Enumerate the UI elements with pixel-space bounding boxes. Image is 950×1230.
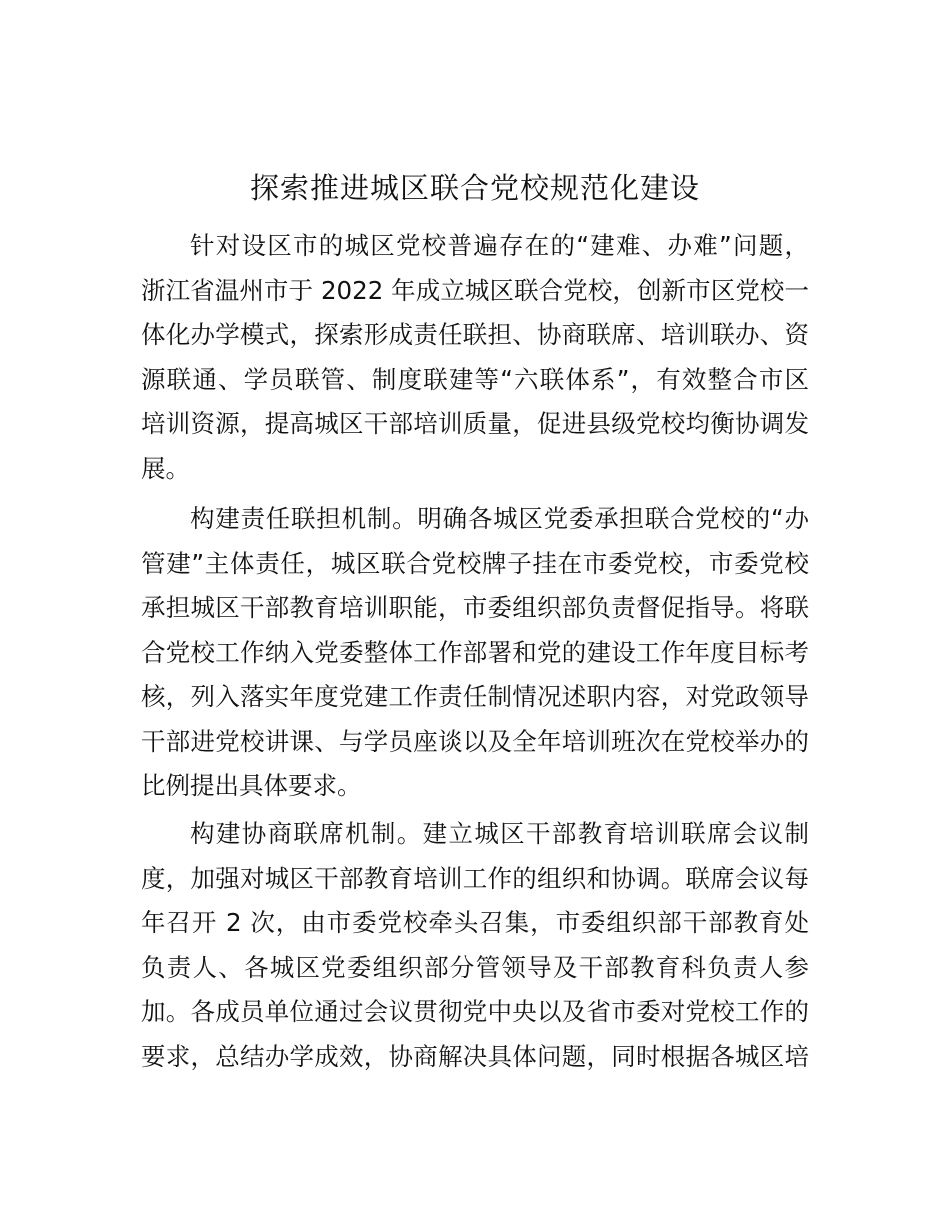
text-line: 源联通、学员联管、制度联建等“六联体系”，有效整合市区 [141, 364, 809, 394]
text-line: 比例提出具体要求。 [141, 771, 362, 800]
text-line: 合党校工作纳入党委整体工作部署和党的建设工作年度目标考 [141, 637, 809, 667]
paragraph-consultation [141, 812, 809, 1079]
text-line: 培训资源，提高城区干部培训质量，促进县级党校均衡协调发 [141, 409, 809, 438]
text-line: 针对设区市的城区党校普遍存在的“建难、办难”问题， [190, 231, 809, 260]
text-line: 负责人、各城区党委组织部分管领导及干部教育科负责人参 [141, 952, 809, 982]
text-line: 度，加强对城区干部教育培训工作的组织和协调。联席会议每 [141, 863, 809, 893]
text-line: 承担城区干部教育培训职能，市委组织部负责督促指导。将联 [141, 593, 809, 622]
text-line: 加。各成员单位通过会议贯彻党中央以及省市委对党校工作的 [141, 997, 809, 1026]
text-line: 核，列入落实年度党建工作责任制情况述职内容，对党政领导 [141, 682, 809, 711]
text-line: 要求，总结办学成效，协商解决具体问题，同时根据各城区培 [141, 1041, 809, 1071]
text-line: 展。 [141, 453, 190, 483]
text-line: 年召开 2 次，由市委党校牵头召集，市委组织部干部教育处 [141, 908, 809, 937]
text-line: 干部进党校讲课、与学员座谈以及全年培训班次在党校举办的 [141, 726, 809, 756]
text-line: 浙江省温州市于 2022 年成立城区联合党校，创新市区党校一 [141, 275, 809, 305]
text-line: 体化办学模式，探索形成责任联担、协商联席、培训联办、资 [141, 320, 809, 349]
document-title: 探索推进城区联合党校规范化建设 [249, 171, 700, 205]
paragraph-intro [141, 224, 809, 491]
text-line: 构建协商联席机制。建立城区干部教育培训联席会议制 [190, 819, 809, 848]
text-line: 构建责任联担机制。明确各城区党委承担联合党校的“办 [190, 504, 809, 533]
paragraph-responsibility [141, 497, 809, 809]
text-line: 管建”主体责任，城区联合党校牌子挂在市委党校，市委党校 [141, 548, 809, 578]
